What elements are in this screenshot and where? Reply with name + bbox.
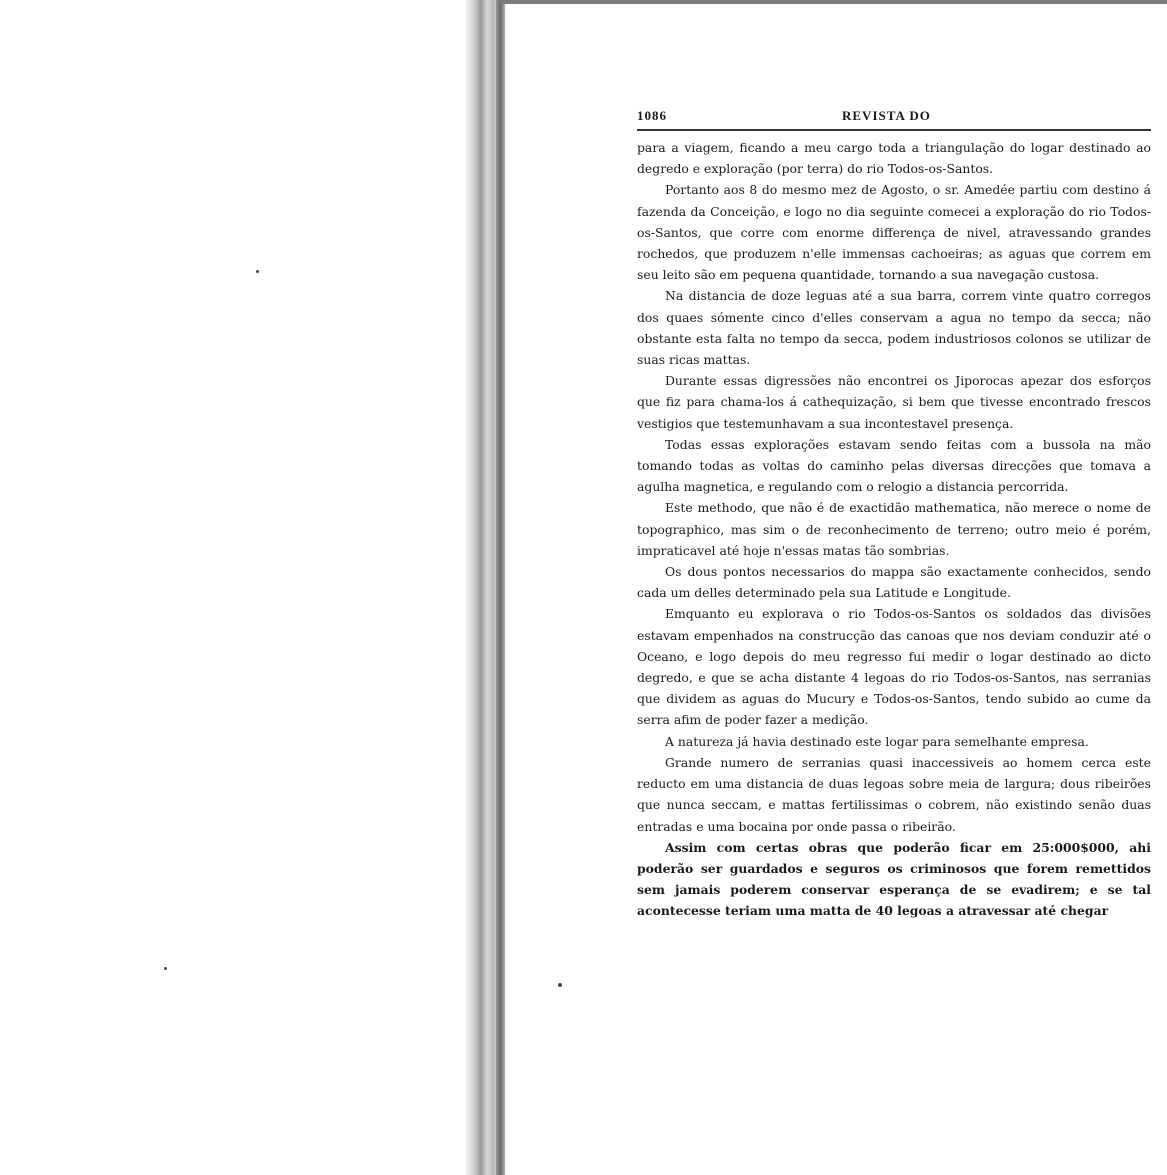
page-number: 1086 [637,108,667,123]
paragraph: Emquanto eu explorava o rio Todos-os-Santos os soldados das divisões estavam empenhados na construcção das canoas que nos deviam conduzir até o Oceano, e logo depois do meu regresso fui medir o logar destinado ao dicto degredo, e que se acha distante 4 legoas do rio Todos-os-Santos, nas serranias que dividem as aguas do Mucury e Todos-os-Santos, tendo subido ao cume da serra afim de poder fazer a medição. [637,606,1151,728]
scan-speck [558,983,562,987]
paragraph: Durante essas digressões não encontrei os Jiporocas apezar dos esforços que fiz para chama-los á cathequização, si bem que tivesse encontrado frescos vestigios que testemunhavam a sua incontestavel presença. [637,373,1151,431]
book-page [637,105,1151,922]
scan-speck [256,270,259,273]
page-header [637,105,1151,125]
scan-speck [164,967,167,970]
paragraph: Portanto aos 8 do mesmo mez de Agosto, o sr. Amedée partiu com destino á fazenda da Conceição, e logo no dia seguinte comecei a exploração do rio Todos-os-Santos, que corre com enorme differença de nivel, atravessando grandes rochedos, que produzem n'elle immensas cachoeiras; as aguas que correm em seu leito são em pequena quantidade, tornando a sua navegação custosa. [637,182,1151,283]
paragraph: Grande numero de serranias quasi inaccessiveis ao homem cerca este reducto em uma distancia de duas legoas sobre meia de largura; dous ribeirões que nunca seccam, e mattas fertilissimas o cobrem, não existindo senão duas entradas e uma bocaina por onde passa o ribeirão. [637,754,1151,834]
body-text [637,137,1151,922]
page-top-edge [500,0,1167,4]
header-rule [637,129,1151,131]
paragraph: Este methodo, que não é de exactidão mathematica, não merece o nome de topographico, mas sim o de reconhecimento de terreno; outro meio é porém, impraticavel até hoje n'essas matas tão sombrias. [637,500,1151,558]
paragraph: Os dous pontos necessarios do mappa são exactamente conhecidos, sendo cada um delles determinado pela sua Latitude e Longitude. [637,564,1151,601]
paragraph: Na distancia de doze leguas até a sua barra, correm vinte quatro corregos dos quaes sómente cinco d'elles conservam a agua no tempo da secca; não obstante esta falta no tempo da secca, podem industriosos colonos se utilizar de suas ricas mattas. [637,288,1151,368]
paragraph: para a viagem, ficando a meu cargo toda a triangulação do logar destinado ao degredo e exploração (por terra) do rio Todos-os-Santos. [637,140,1151,177]
paragraph: A natureza já havia destinado este logar para semelhante empresa. [665,733,1089,749]
book-spine-fold [496,0,505,1175]
running-title: REVISTA DO [842,108,931,123]
paragraph: Assim com certas obras que poderão ficar em 25:000$000, ahi poderão ser guardados e seguros os criminosos que forem remettidos sem jamais poderem conservar esperança de se evadirem; e se tal acontecesse teriam uma matta de 40 legoas a atravessar até chegar [637,839,1151,919]
paragraph: Todas essas explorações estavam sendo feitas com a bussola na mão tomando todas as voltas do caminho pelas diversas direcções que tomava a agulha magnetica, e regulando com o relogio a distancia percorrida. [637,436,1151,495]
